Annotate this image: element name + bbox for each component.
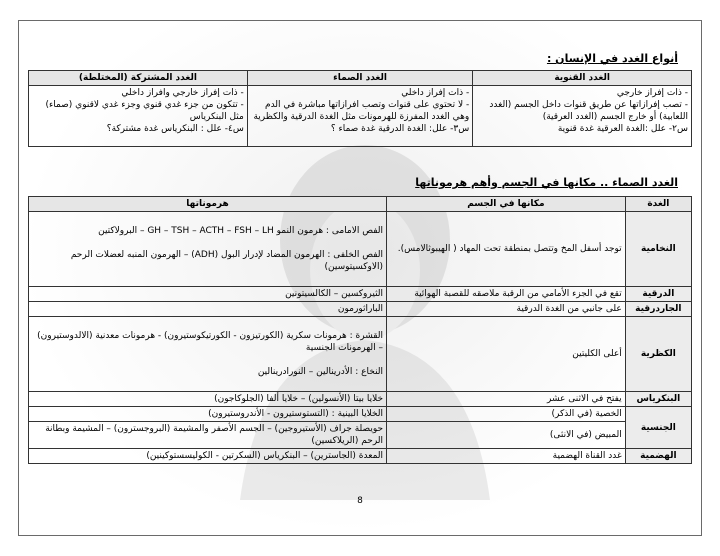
header-location: مكانها في الجسم [387, 197, 626, 212]
gland-hormones: حويصلة جراف (الأستيروجين) – الجسم الأصفر والمشيمة (البروجسترون) – المشيمة وبطانة الرحم (الريلاكسين) [29, 422, 387, 449]
gland-name: الجاردرقية [625, 302, 691, 317]
gland-location: توجد أسفل المخ وتتصل بمنطقة تحت المهاد ( الهيبوثالامس). [387, 212, 626, 287]
header-mixed-glands: الغدد المشتركة (المختلطة) [29, 71, 248, 86]
table-row [29, 449, 692, 464]
gland-location: غدد القناة الهضمية [387, 449, 626, 464]
gland-location: يفتح في الاثنى عشر [387, 392, 626, 407]
gland-hormones: الخلايا البينية : (التستوستيرون - الأندروستيرون) [29, 407, 387, 422]
table-row [29, 422, 692, 449]
table-header-row [29, 197, 692, 212]
table-row [29, 317, 692, 392]
hormones-line: الفص الامامى : هرمون النمو GH – TSH – ACTH – FSH – LH – البرولاكتين [98, 226, 384, 236]
gland-name: الكظرية [625, 317, 691, 392]
hormones-line: القشرة : هرمونات سكرية (الكورتيزون - الكورتيكوستيرون) - هرمونات معدنية (الالدوستيرون) – الهرمونات الجنسية [37, 331, 384, 353]
gland-location: تقع في الجزء الأمامي من الرقبة ملاصقه للقصبة الهوائية [387, 287, 626, 302]
gland-hormones [29, 212, 387, 287]
header-duct-glands: الغدد القنوية [473, 71, 692, 86]
page-number: 8 [357, 496, 363, 506]
hormones-line: النخاع : الأدرينالين – النورادرينالين [257, 367, 384, 377]
gland-name: الهضمية [625, 449, 691, 464]
gland-location: أعلى الكليتين [387, 317, 626, 392]
table-header-row [29, 71, 692, 86]
cell-mixed-glands: - ذات إفراز خارجي وافراز داخلي - تتكون من جزء غدي قنوي وجزء غدي لاقنوي (صماء) مثل البنكرياس س٤- علل : البنكرياس غدة مشتركة؟ [29, 86, 248, 147]
cell-duct-glands: - ذات إفراز خارجي - تصب إفرازاتها عن طريق قنوات داخل الجسم (الغدد اللعابية) أو خارج الجسم (الغدد العرقية) س٢- علل :الغدة العرقية غدة قنوية [473, 86, 692, 147]
table-row [29, 287, 692, 302]
gland-name: الدرقية [625, 287, 691, 302]
gland-name: البنكرياس [625, 392, 691, 407]
table-row [29, 392, 692, 407]
gland-hormones: الباراثورمون [29, 302, 387, 317]
endocrine-glands-table [28, 196, 692, 464]
table-row [29, 212, 692, 287]
gland-hormones [29, 317, 387, 392]
header-endocrine-glands: الغدد الصماء [247, 71, 472, 86]
header-hormones: هرموناتها [29, 197, 387, 212]
header-gland: الغدة [625, 197, 691, 212]
gland-hormones: المعدة (الجاسترين) – البنكرياس (السكرتين - الكوليسستوكينين) [29, 449, 387, 464]
cell-endocrine-glands: - ذات إفراز داخلي - لا تحتوي على قنوات وتصب افرازاتها مباشرة في الدم وهي الغدد المفرزة للهرمونات مثل الغدة الدرقية والكظرية س٣- علل: الغدة الدرقية غدة صماء ؟ [247, 86, 472, 147]
gland-location: على جانبي من الغدة الدرقية [387, 302, 626, 317]
gland-name: النخامية [625, 212, 691, 287]
gland-types-table [28, 70, 692, 147]
gland-hormones: الثيروكسين – الكالسيتونين [29, 287, 387, 302]
table-row [29, 407, 692, 422]
gland-name: الجنسية [625, 407, 691, 449]
gland-hormones: خلايا بيتا (الأنسولين) – خلايا ألفا (الجلوكاجون) [29, 392, 387, 407]
table-row [29, 302, 692, 317]
gland-location: الخصية (في الذكر) [387, 407, 626, 422]
hormones-line: الفص الخلفى : الهرمون المضاد لإدرار البول (ADH) – الهرمون المنبه لعضلات الرحم (الاوكسيتوسين) [70, 250, 384, 272]
table-row [29, 86, 692, 147]
section-title-endocrine: الغدد الصماء .. مكانها في الجسم وأهم هرموناتها [415, 176, 678, 189]
section-title-gland-types: أنواع الغدد في الإنسان : [546, 52, 678, 65]
gland-location: المبيض (في الانثى) [387, 422, 626, 449]
